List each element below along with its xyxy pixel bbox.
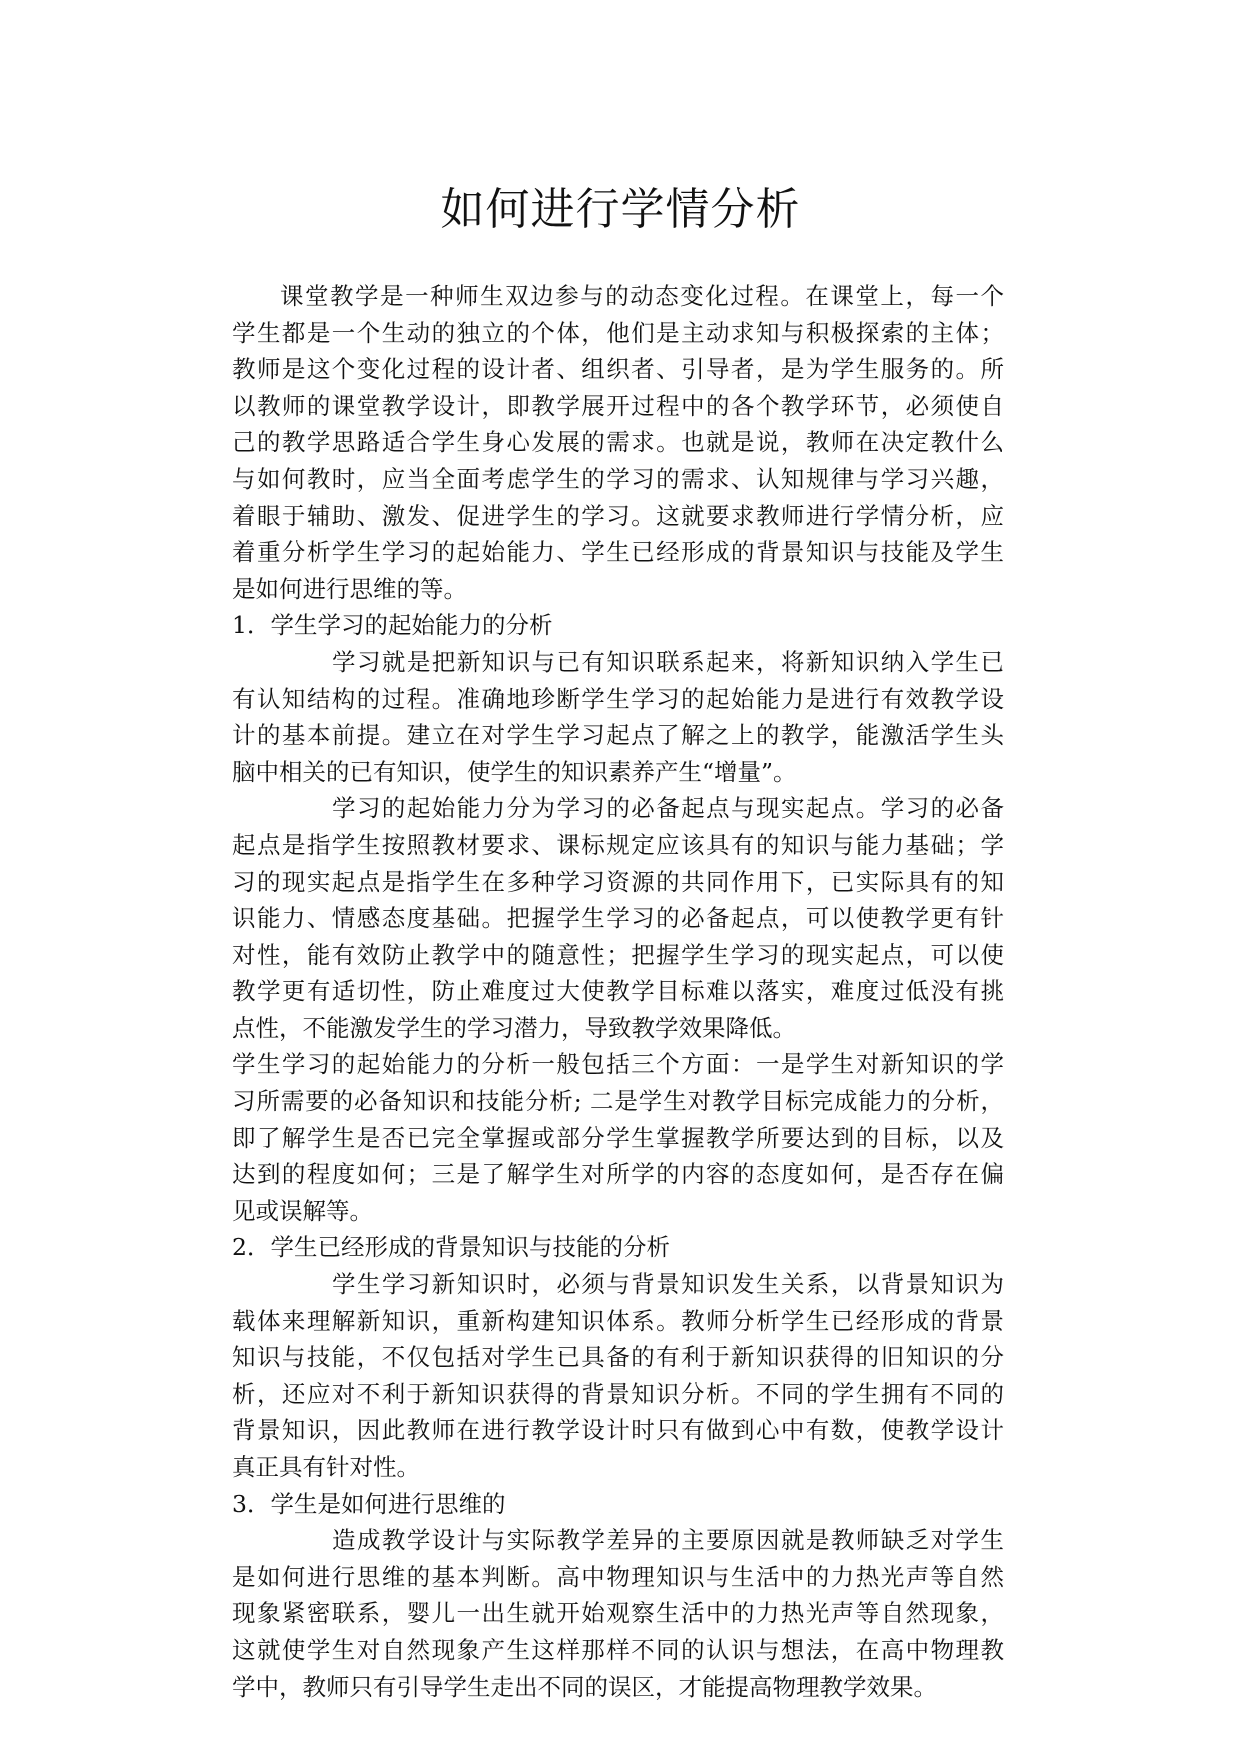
text-line: 学生都是一个生动的独立的个体，他们是主动求知与积极探索的主体； (232, 318, 1004, 347)
text-line: 学生学习新知识时，必须与背景知识发生关系，以背景知识为 (332, 1270, 1004, 1299)
text-line: 见或误解等。 (232, 1196, 373, 1225)
text-line: 习所需要的必备知识和技能分析; 二是学生对教学目标完成能力的分析， (232, 1087, 1004, 1116)
text-line: 着眼于辅助、激发、促进学生的学习。这就要求教师进行学情分析，应 (232, 501, 1004, 530)
text-line: 真正具有针对性。 (232, 1453, 420, 1481)
text-line: 点性，不能激发学生的学习潜力，导致教学效果降低。 (232, 1013, 796, 1042)
section-heading: 3．学生是如何进行思维的 (232, 1489, 506, 1518)
text-line: 教师是这个变化过程的设计者、组织者、引导者，是为学生服务的。所 (232, 355, 1004, 384)
document-body (232, 278, 1004, 1705)
text-line: 学习的起始能力分为学习的必备起点与现实起点。学习的必备 (332, 794, 1004, 823)
text-line: 课堂教学是一种师生双边参与的动态变化过程。在课堂上，每一个 (280, 282, 1004, 310)
text-line: 识能力、情感态度基础。把握学生学习的必备起点，可以使教学更有针 (232, 904, 1004, 933)
text-line: 达到的程度如何；三是了解学生对所学的内容的态度如何，是否存在偏 (232, 1160, 1004, 1189)
text-line: 是如何进行思维的基本判断。高中物理知识与生活中的力热光声等自然 (232, 1562, 1004, 1591)
section-heading: 2．学生已经形成的背景知识与技能的分析 (232, 1233, 670, 1262)
text-line: 着重分析学生学习的起始能力、学生已经形成的背景知识与技能及学生 (232, 538, 1004, 567)
text-line: 是如何进行思维的等。 (232, 574, 467, 603)
text-line: 这就使学生对自然现象产生这样那样不同的认识与想法，在高中物理教 (232, 1635, 1004, 1664)
text-line: 计的基本前提。建立在对学生学习起点了解之上的教学，能激活学生头 (232, 721, 1004, 750)
section-heading: 1．学生学习的起始能力的分析 (232, 611, 553, 640)
text-line: 学习就是把新知识与已有知识联系起来，将新知识纳入学生已 (332, 647, 1004, 676)
text-line: 学生学习的起始能力的分析一般包括三个方面：一是学生对新知识的学 (232, 1050, 1004, 1079)
text-line: 背景知识，因此教师在进行教学设计时只有做到心中有数，使教学设计 (232, 1416, 1004, 1445)
text-line: 起点是指学生按照教材要求、课标规定应该具有的知识与能力基础；学 (232, 830, 1004, 859)
text-line: 习的现实起点是指学生在多种学习资源的共同作用下，已实际具有的知 (232, 867, 1004, 896)
text-line: 载体来理解新知识，重新构建知识体系。教师分析学生已经形成的背景 (232, 1306, 1004, 1335)
text-line: 学中，教师只有引导学生走出不同的误区，才能提高物理教学效果。 (232, 1672, 937, 1701)
text-line: 教学更有适切性，防止难度过大使教学目标难以落实，难度过低没有挑 (232, 977, 1004, 1006)
text-line: 现象紧密联系，婴儿一出生就开始观察生活中的力热光声等自然现象， (232, 1599, 1004, 1628)
text-line: 与如何教时，应当全面考虑学生的学习的需求、认知规律与学习兴趣， (232, 464, 1004, 493)
text-line: 有认知结构的过程。准确地珍断学生学习的起始能力是进行有效教学设 (232, 684, 1004, 713)
text-line: 以教师的课堂教学设计，即教学展开过程中的各个教学环节，必须使自 (232, 391, 1004, 420)
text-line: 析，还应对不利于新知识获得的背景知识分析。不同的学生拥有不同的 (232, 1379, 1004, 1408)
text-line: 知识与技能，不仅包括对学生已具备的有利于新知识获得的旧知识的分 (232, 1343, 1004, 1372)
text-line: 造成教学设计与实际教学差异的主要原因就是教师缺乏对学生 (332, 1526, 1004, 1555)
text-line: 对性，能有效防止教学中的随意性；把握学生学习的现实起点，可以使 (232, 940, 1004, 969)
text-line: 己的教学思路适合学生身心发展的需求。也就是说，教师在决定教什么 (232, 428, 1004, 457)
text-line: 脑中相关的已有知识，使学生的知识素养产生“增量”。 (232, 757, 797, 786)
text-line: 即了解学生是否已完全掌握或部分学生掌握教学所要达到的目标，以及 (232, 1123, 1004, 1152)
document-title: 如何进行学情分析 (440, 184, 801, 235)
